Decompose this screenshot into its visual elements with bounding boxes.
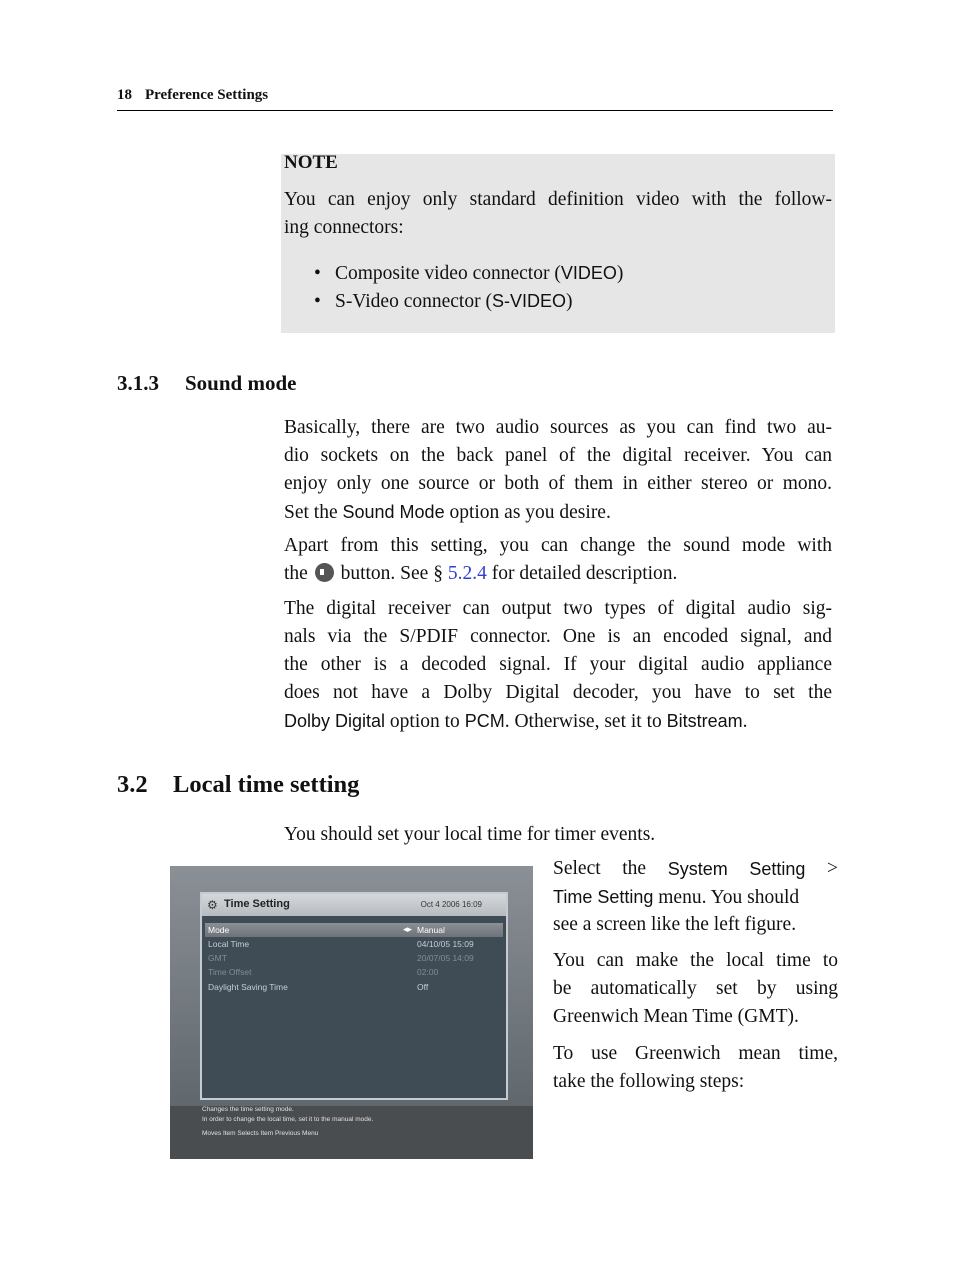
time-setting-window bbox=[200, 892, 508, 1100]
section-number: 3.1.3 bbox=[117, 371, 159, 395]
section-title: Local time setting bbox=[173, 771, 360, 798]
paragraph-gmt: You can make the local time to be automatically set by using Greenwich Mean Time (GMT). bbox=[553, 950, 838, 1027]
note-text bbox=[284, 186, 832, 242]
section-number: 3.2 bbox=[117, 771, 148, 798]
bullet-icon: • bbox=[314, 291, 321, 312]
menu-row-mode[interactable]: Mode ◂▸ Manual bbox=[205, 923, 503, 937]
paragraph-digital-audio: The digital receiver can output two types of digital audio sig- nals via the S/PDIF connector. One is an encoded signal, and the other is a decoded signal. If your digital audio appliance does not have a Dolby Digital decoder, you have to set the Dolby Digital option to PCM. Otherwise, set it to Bitstream. bbox=[284, 598, 832, 732]
paragraph-gmt-steps: To use Greenwich mean time, take the following steps: bbox=[553, 1043, 838, 1092]
menu-row-daylight-saving[interactable]: Daylight Saving Time Off bbox=[208, 982, 429, 992]
running-header-section: Preference Settings bbox=[145, 87, 269, 103]
help-bar bbox=[170, 1106, 533, 1159]
paragraph-local-time-intro: You should set your local time for timer events. bbox=[284, 824, 656, 845]
option-label: Sound Mode bbox=[342, 502, 445, 522]
connector-label: S-VIDEO bbox=[491, 291, 566, 311]
menu-label: System bbox=[667, 859, 728, 879]
help-keys: Moves Item Selects Item Previous Menu bbox=[202, 1130, 319, 1137]
window-title: Time Setting bbox=[224, 898, 290, 910]
time-setting-screenshot bbox=[170, 866, 533, 1159]
section-title: Sound mode bbox=[185, 371, 297, 395]
window-titlebar bbox=[202, 894, 506, 916]
section-heading-local-time bbox=[117, 771, 359, 799]
header-rule bbox=[117, 110, 833, 111]
note-bullet: • S-Video connector (S-VIDEO) bbox=[314, 291, 573, 312]
paragraph-audio-sources: Basically, there are two audio sources as you can find two au- dio sockets on the back panel of the digital receiver. You can enjoy only one source or both of them in either stereo or mono. Set the Sound Mode option as you desire. bbox=[284, 417, 832, 523]
menu-row-gmt[interactable]: GMT 20/07/05 14:09 bbox=[208, 953, 474, 963]
left-right-arrow-icon: ◂▸ bbox=[403, 924, 413, 934]
option-value: PCM bbox=[464, 711, 505, 731]
bullet-icon: • bbox=[314, 263, 321, 284]
section-link[interactable]: 5.2.4 bbox=[447, 563, 487, 584]
note-title: NOTE bbox=[284, 152, 338, 173]
help-text: In order to change the local time, set it to the manual mode. bbox=[202, 1116, 374, 1123]
note-text-line: ing connectors: bbox=[284, 217, 404, 238]
menu-row-time-offset[interactable]: Time Offset 02:00 bbox=[208, 967, 439, 977]
sound-button-icon bbox=[315, 563, 334, 582]
menu-label: Time Setting bbox=[553, 887, 654, 907]
section-heading-sound-mode bbox=[117, 371, 296, 396]
menu-row-local-time[interactable]: Local Time 04/10/05 15:09 bbox=[208, 939, 474, 949]
gear-icon: ⚙ bbox=[207, 898, 218, 912]
option-value: Bitstream bbox=[666, 711, 743, 731]
window-date: Oct 4 2006 16:09 bbox=[420, 900, 482, 909]
paragraph-sound-button: Apart from this setting, you can change the sound mode with the button. See § 5.2.4 for detailed description. bbox=[284, 535, 832, 584]
page-number: 18 bbox=[117, 87, 132, 103]
running-header bbox=[117, 87, 832, 104]
paragraph-select-menu: Select the System Setting > Time Setting menu. You should see a screen like the left figure. bbox=[553, 855, 838, 939]
menu-label: Setting bbox=[749, 859, 806, 879]
help-text: Changes the time setting mode. bbox=[202, 1106, 294, 1113]
note-bullet: • Composite video connector (VIDEO) bbox=[314, 263, 624, 284]
note-text-line: You can enjoy only standard definition video with the follow- bbox=[284, 189, 832, 210]
option-label: Dolby Digital bbox=[284, 711, 386, 731]
connector-label: VIDEO bbox=[560, 263, 617, 283]
